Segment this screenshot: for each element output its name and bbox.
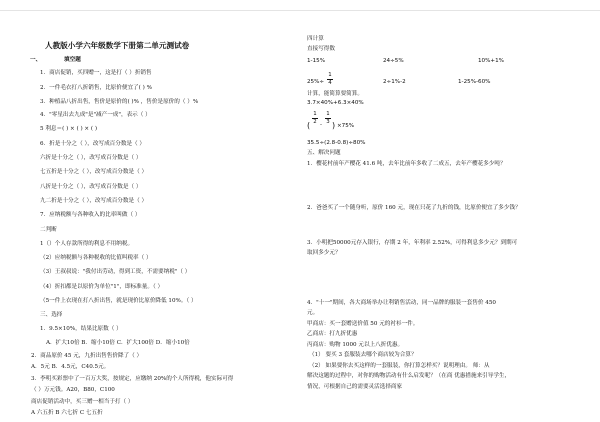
fraction-numerator: 1 (326, 111, 330, 117)
fraction-one-third (325, 112, 331, 126)
problem-4-sub-1: （1） 要买 3 套服装去哪个商店较为合算？ (309, 352, 417, 358)
fraction-one-half (312, 112, 318, 126)
problem-2: 2．爸爸买了一个随身听，原价 160 元，现在只花了九折的钱，比原价便宜了多少钱？ (307, 205, 521, 211)
section-1-heading: 填空题 (64, 57, 81, 63)
calc-item-2a: 25%÷ (307, 79, 325, 85)
fraction-denominator: 4 (328, 80, 332, 87)
fill-question-5: 5 利息＝( ) × ( ) × ( ) (40, 126, 98, 132)
calc-item-1b: 24÷5% (383, 58, 404, 64)
judge-item-2: （2）应纳税额与各种税收的比值叫税率（ ） (40, 255, 152, 261)
page-title: 人教版小学六年级数学下册第二单元测试卷 (45, 41, 190, 50)
fill-question-6e: 九二折是十分之（ ），改写成百分数是（ ） (40, 198, 148, 204)
choice-question-4-options: A 六五折 B 六七折 C 七五折 (31, 410, 103, 416)
section-4-heading: 四计算 (307, 36, 324, 42)
judge-item-4: （4）折扣都是以原价为单位"1"，即标准量。（ ） (40, 284, 164, 290)
fill-question-7: 7．应纳税额与各种收入的比率叫做（ ） (40, 212, 141, 218)
section-2-heading: 二判断 (40, 227, 57, 233)
choice-question-2-options: A．5元 B．4.5元，C40.5元。 (31, 364, 110, 370)
fill-question-6c: 七五折是十分之（ ），改写成百分数是（ ） (40, 169, 148, 175)
choice-question-1-options: A．扩大10倍 B．缩小10倍 C．扩大100倍 D．缩小10倍 (46, 340, 190, 346)
calc-expression-2-tail: ×75% (337, 123, 355, 129)
judge-item-3: （3）王叔叔说："我付出劳动，得到工资，不需要纳税"（ ） (40, 269, 191, 275)
fill-question-6b: 六折是十分之（ ），改写成百分数是（ ） (40, 155, 142, 161)
calc-item-1c: 10%+1% (478, 58, 504, 64)
fraction-denominator: 3 (326, 119, 330, 126)
paren-open: ( (307, 121, 311, 130)
problem-4: 4．"十一"期间，各大商场举办让利销售活动，同一品牌的服装一套售价 450 (307, 300, 496, 306)
problem-3: 3．小明把50000元存入银行，存期 2 年，年利率 2.52%，可得利息多少元？到期可 (307, 240, 518, 246)
paren-close: ) (332, 121, 336, 130)
problem-4-cont: 元。 (307, 310, 319, 316)
fraction-denominator: 2 (313, 119, 317, 126)
minus-sign: - (320, 122, 323, 128)
section-1-number: 一、 (30, 57, 42, 63)
section-4-subheading: 直接写得数 (307, 46, 335, 52)
choice-question-1: 1．9.5×10%，结果比原数（ ） (40, 326, 122, 332)
fraction-one-quarter (327, 73, 333, 87)
section-5-heading: 五、解决问题 (307, 150, 341, 156)
section-3-heading: 三、选择 (40, 312, 63, 318)
choice-question-2: 2．商品原价 45 元，九折出售售价降了（ ） (31, 353, 143, 359)
choice-question-3: 3．李明买彩票中了一百万大奖，按规定，应缴纳 20%的个人所得税，他实际可得 (31, 376, 234, 382)
calc-item-1a: 1-15% (307, 58, 326, 64)
top-border-line (0, 10, 600, 11)
problem-4-note-cont: 情况，可根据自己的需要灵活选择商家 (307, 384, 403, 390)
fraction-numerator: 1 (313, 111, 317, 117)
fill-question-3: 3．种植品八折出售，售价是原价的( )% ，售价是原价的（ ）% (40, 99, 199, 105)
calc-expression-3: 35.5÷(2.8-0.8)÷80% (307, 140, 366, 146)
fill-question-4: 4．"零星出去九成"是"减产一成"，表示（ ） (40, 112, 151, 118)
choice-question-3-cont: （ ）万元钱。A20，B80，C100 (31, 387, 115, 393)
fill-question-1: 1．商店促销，买四赠一，这是打（ ）折销售 (40, 70, 152, 76)
fill-question-6d: 八折是十分之（ ），改写成百分数是（ ） (40, 184, 142, 190)
judge-item-1: 1（）个人存款所得的利息不用纳税。 (40, 241, 134, 247)
shop-b-offer: 乙商店：打九折优惠 (307, 331, 358, 337)
calc-item-2b: 2÷1%-2 (383, 79, 406, 85)
shop-c-offer: 丙商店：购物 1000 元以上八折优惠。 (307, 342, 404, 348)
problem-4-sub-2: （2） 如果要你去买这样的一套服装，你打算怎样买？说明理由。 师：从 (309, 363, 490, 369)
problem-4-note: 解决这题的过程中，对你的购物活动有什么启发呢？（在商 优惠措施来引导学生， (307, 373, 511, 379)
shop-a-offer: 甲商店：买一套赠送价值 50 元的衬衫一件。 (307, 321, 419, 327)
fraction-numerator: 1 (328, 72, 332, 78)
calc-expression-1: 3.7×40%+6.3×40% (307, 100, 364, 106)
judge-item-5: （5一件上衣现在打八折出售，就是现价比原价降低 10%。（ ） (40, 298, 197, 304)
calc-item-2c: 1-25%-60% (458, 79, 491, 85)
choice-question-4: 商店促销活动中，买三赠一相当于打（ ） (31, 399, 134, 405)
problem-1: 1．樱花村前年产樱花 41.6 吨，去年比前年多收了二成五，去年产樱花多少吨？ (307, 161, 506, 167)
problem-3-cont: 取回多少元？ (307, 250, 341, 256)
fill-question-2: 2．一件毛衣打八折销售，比原价便宜了( ) % (40, 85, 152, 91)
fill-question-6: 6．折是十分之（ ），改写成百分数是（ ） (40, 141, 146, 147)
calc-heading: 计算，能简算要简算。 (307, 91, 363, 97)
